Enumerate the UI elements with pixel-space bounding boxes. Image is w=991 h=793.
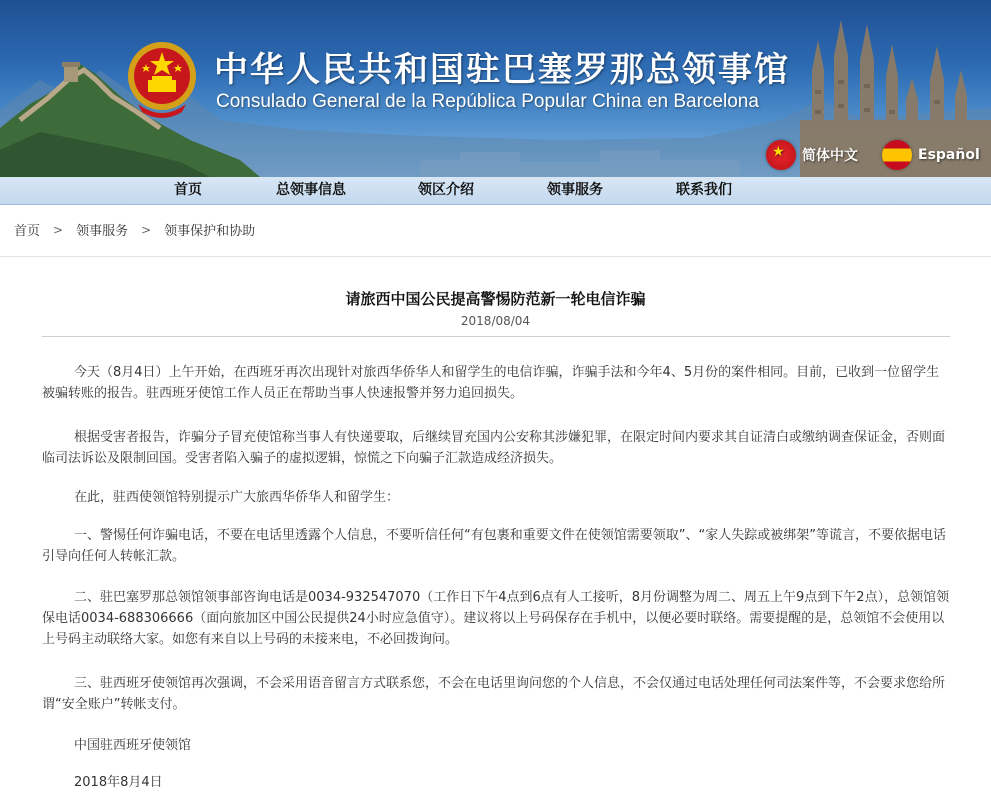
breadcrumb	[14, 220, 255, 239]
article-divider	[42, 336, 950, 337]
breadcrumb-separator: >	[53, 222, 64, 237]
nav-item-contact[interactable]: 联系我们	[676, 182, 732, 198]
article-paragraph: 二、驻巴塞罗那总领馆领事部咨询电话是0034-932547070（工作日下午4点到6点有人工接听，8月份调整为周二、周五上午9点到下午2点），总领馆领保电话0034-688306666（面向旅加区中国公民提供24小时应急值守）。建议将以上号码保存在手机中，以便必要时联络。需要提醒的是，总领馆不会使用以上号码主动联络大家。如您有来自以上号码的未接来电，不必回拨询问。	[42, 590, 950, 647]
breadcrumb-separator: >	[141, 222, 152, 237]
china-flag-icon	[766, 140, 796, 170]
article-date: 2018/08/04	[460, 314, 531, 328]
spain-flag-icon	[882, 140, 912, 170]
nav-item-district[interactable]: 领区介绍	[418, 182, 474, 198]
nav-item-consular-services[interactable]: 领事服务	[547, 182, 603, 198]
nav-item-consul-general[interactable]: 总领事信息	[276, 182, 346, 198]
article-paragraph: 一、警惕任何诈骗电话，不要在电话里透露个人信息，不要听信任何“有包裹和重要文件在使领馆需要领取”、“家人失踪或被绑架”等谎言，不要依据电话引导向任何人转帐汇款。	[42, 528, 946, 564]
article-paragraph: 今天（8月4日）上午开始，在西班牙再次出现针对旅西华侨华人和留学生的电信诈骗，诈骗手法和今年4、5月份的案件相同。目前，已收到一位留学生被骗转账的报告。驻西班牙使馆工作人员正在帮助当事人快速报警并努力追回损失。	[42, 365, 940, 401]
article-paragraph: 在此，驻西使领馆特别提示广大旅西华侨华人和留学生：	[74, 490, 400, 505]
site-title-spanish: Consulado General de la República Popular China en Barcelona	[216, 91, 759, 112]
language-label-spanish: Español	[918, 147, 980, 163]
language-switch-chinese[interactable]	[766, 140, 858, 170]
main-navigation	[0, 177, 991, 205]
article-paragraph: 根据受害者报告，诈骗分子冒充使馆称当事人有快递要取，后继续冒充国内公安称其涉嫌犯罪，在限定时间内要求其自证清白或缴纳调查保证金，否则面临司法诉讼及限制回国。受害者陷入骗子的虚拟逻辑，惊慌之下向骗子汇款造成经济损失。	[42, 430, 946, 466]
language-switch-spanish[interactable]	[882, 140, 980, 170]
article-sign-date: 2018年8月4日	[74, 775, 163, 790]
breadcrumb-home[interactable]: 首页	[14, 224, 41, 239]
article-paragraph: 三、驻西班牙使领馆再次强调，不会采用语音留言方式联系您，不会在电话里询问您的个人信息，不会仅通过电话处理任何司法案件等，不会要求您给所谓“安全账户”转帐支付。	[42, 676, 946, 712]
site-title-chinese: 中华人民共和国驻巴塞罗那总领事馆	[214, 50, 790, 90]
breadcrumb-consular-services[interactable]: 领事服务	[76, 224, 129, 239]
breadcrumb-divider	[0, 256, 991, 257]
article-title: 请旅西中国公民提高警惕防范新一轮电信诈骗	[345, 290, 646, 308]
language-label-chinese: 简体中文	[802, 148, 858, 164]
site-banner	[0, 0, 991, 177]
article-signature: 中国驻西班牙使领馆	[74, 738, 192, 753]
nav-item-home[interactable]: 首页	[174, 182, 202, 198]
national-emblem-icon	[124, 38, 200, 120]
breadcrumb-consular-protection[interactable]: 领事保护和协助	[164, 224, 256, 239]
